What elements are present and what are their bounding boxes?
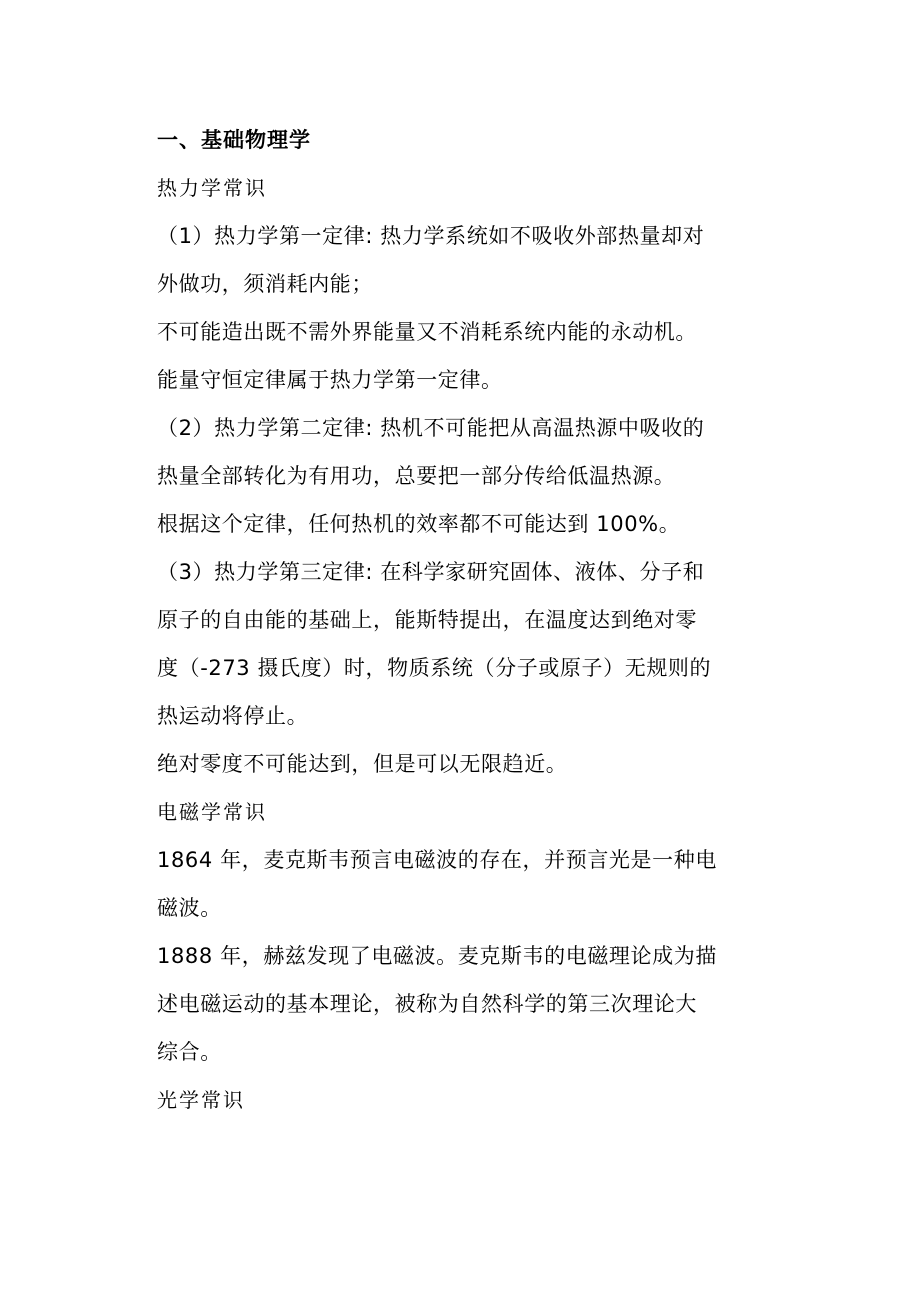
text-line: 1888 年，赫兹发现了电磁波。麦克斯韦的电磁理论成为描	[157, 944, 717, 968]
section-title: 一、基础物理学	[157, 128, 311, 152]
text-line: 原子的自由能的基础上，能斯特提出，在温度达到绝对零	[157, 608, 697, 632]
text-line: 热运动将停止。	[157, 704, 309, 728]
text-line: （3）热力学第三定律: 在科学家研究固体、液体、分子和	[157, 560, 705, 584]
em-paragraph-1888	[157, 932, 767, 1076]
em-subheading: 电磁学常识	[157, 800, 267, 824]
law2-paragraph	[157, 404, 767, 500]
optics-subheading: 光学常识	[157, 1088, 245, 1112]
law2-note-efficiency: 根据这个定律，任何热机的效率都不可能达到 100%。	[157, 512, 681, 536]
text-line: 综合。	[157, 1040, 222, 1064]
em-paragraph-1864	[157, 836, 767, 932]
text-line: 热量全部转化为有用功，总要把一部分传给低温热源。	[157, 464, 676, 488]
thermo-subheading: 热力学常识	[157, 176, 267, 200]
law1-note-energy-conservation: 能量守恒定律属于热力学第一定律。	[157, 368, 503, 392]
text-line: 述电磁运动的基本理论，被称为自然科学的第三次理论大	[157, 992, 697, 1016]
text-line: （1）热力学第一定律: 热力学系统如不吸收外部热量却对	[157, 224, 705, 248]
law3-paragraph	[157, 548, 767, 740]
document-content	[157, 116, 767, 1124]
text-line: 外做功，须消耗内能；	[157, 272, 373, 296]
text-line: 1864 年，麦克斯韦预言电磁波的存在，并预言光是一种电	[157, 848, 717, 872]
text-line: 磁波。	[157, 896, 222, 920]
text-line: （2）热力学第二定律: 热机不可能把从高温热源中吸收的	[157, 416, 705, 440]
text-line: 度（-273 摄氏度）时，物质系统（分子或原子）无规则的	[157, 656, 712, 680]
law3-note-absolute-zero: 绝对零度不可能达到，但是可以无限趋近。	[157, 752, 568, 776]
law1-note-perpetual-motion: 不可能造出既不需外界能量又不消耗系统内能的永动机。	[157, 320, 697, 344]
law1-paragraph	[157, 212, 767, 308]
